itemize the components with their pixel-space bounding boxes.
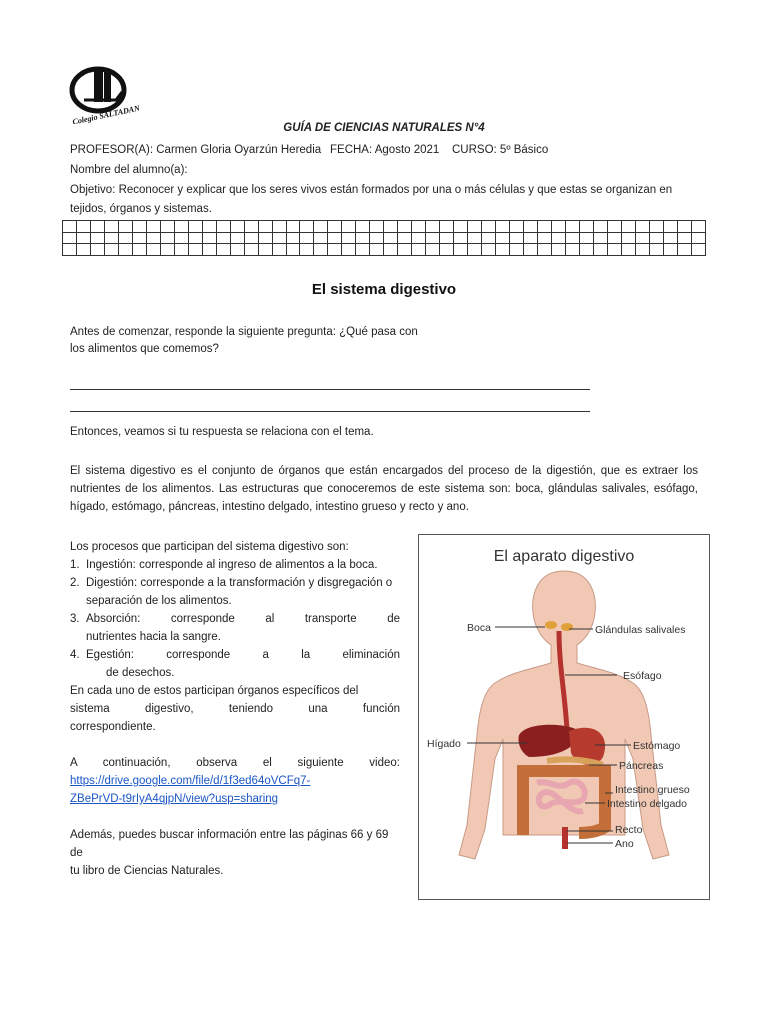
grid-cell (118, 232, 132, 244)
grid-cell (398, 244, 412, 256)
grid-cell (76, 244, 90, 256)
grid-cell (537, 232, 551, 244)
grid-cell (593, 232, 607, 244)
grid-cell (496, 221, 510, 233)
grid-cell (677, 244, 691, 256)
grid-cell (258, 232, 272, 244)
grid-cell (230, 232, 244, 244)
date-line: FECHA: Agosto 2021 (330, 144, 440, 156)
grid-cell (146, 232, 160, 244)
grid-cell (649, 232, 663, 244)
grid-cell (398, 232, 412, 244)
grid-cell (104, 244, 118, 256)
grid-cell (160, 244, 174, 256)
grid-cell (286, 221, 300, 233)
grid-cell (188, 221, 202, 233)
video-link-cont[interactable]: ZBePrVD-t9rIyA4qjpN/view?usp=sharing (70, 793, 279, 805)
summary-line-2: sistema digestivo, teniendo una función (70, 703, 400, 715)
grid-cell (356, 232, 370, 244)
grid-cell (398, 221, 412, 233)
grid-cell (565, 221, 579, 233)
grid-cell (174, 232, 188, 244)
grid-cell (314, 232, 328, 244)
grid-cell (496, 232, 510, 244)
grid-cell (258, 244, 272, 256)
grid-cell (621, 221, 635, 233)
list-item: 4. Egestión: corresponde a la eliminación de desechos. (70, 649, 400, 679)
grid-cell (286, 244, 300, 256)
grid-cell (454, 244, 468, 256)
list-item: 1. Ingestión: corresponde al ingreso de alimentos a la boca. (70, 559, 378, 571)
grid-cell (384, 221, 398, 233)
grid-cell (202, 244, 216, 256)
answer-line-2[interactable] (70, 411, 590, 412)
grid-cell (370, 221, 384, 233)
label-ano: Ano (615, 838, 634, 850)
grid-cell (426, 244, 440, 256)
figure-title: El aparato digestivo (493, 548, 635, 565)
grid-cell (370, 232, 384, 244)
grid-cell (537, 221, 551, 233)
digestive-system-figure (418, 534, 710, 900)
grid-cell (300, 221, 314, 233)
grid-cell (510, 232, 524, 244)
objective-line-1: Objetivo: Reconocer y explicar que los seres vivos están formados por una o más células y que estas se organizan en (70, 184, 673, 196)
grid-cell (426, 221, 440, 233)
grid-cell (314, 244, 328, 256)
grid-cell (565, 244, 579, 256)
grid-cell (454, 232, 468, 244)
grid-cell (607, 221, 621, 233)
grid-cell (607, 232, 621, 244)
grid-cell (482, 244, 496, 256)
grid-cell (454, 221, 468, 233)
grid-cell (593, 244, 607, 256)
grid-cell (663, 244, 677, 256)
label-int-delgado: Intestino delgado (607, 798, 687, 810)
book-line-2: tu libro de Ciencias Naturales. (70, 865, 224, 877)
grid-cell (300, 244, 314, 256)
course-line: CURSO: 5º Básico (452, 144, 549, 156)
salivary-gland-shape (561, 623, 573, 631)
grid-cell (593, 221, 607, 233)
list-item: 2. Digestión: corresponde a la transformación y disgregación o separación de los alimentos. (70, 577, 393, 607)
grid-cell (272, 232, 286, 244)
grid-cell (328, 221, 342, 233)
grid-cell (216, 232, 230, 244)
grid-cell (579, 232, 593, 244)
grid-cell (90, 244, 104, 256)
video-intro: A continuación, observa el siguiente video: (70, 757, 400, 769)
grid-cell (160, 221, 174, 233)
grid-cell (188, 232, 202, 244)
grid-cell (146, 244, 160, 256)
label-int-grueso: Intestino grueso (615, 784, 690, 796)
then-text: Entonces, veamos si tu respuesta se relaciona con el tema. (70, 426, 374, 438)
summary-line-1: En cada uno de estos participan órganos específicos del (70, 685, 359, 697)
grid-cell (314, 221, 328, 233)
grid-cell (328, 244, 342, 256)
question-line-1: Antes de comenzar, responde la siguiente pregunta: ¿Qué pasa con (70, 326, 418, 338)
grid-cell (76, 221, 90, 233)
grid-cell (440, 244, 454, 256)
grid-cell (649, 221, 663, 233)
grid-cell (342, 221, 356, 233)
score-grid (62, 220, 706, 256)
grid-cell (272, 221, 286, 233)
teacher-line: PROFESOR(A): Carmen Gloria Oyarzún Heredia (70, 144, 322, 156)
grid-cell (440, 232, 454, 244)
processes-heading: Los procesos que participan del sistema digestivo son: (70, 541, 349, 553)
grid-cell (649, 244, 663, 256)
grid-cell (160, 232, 174, 244)
grid-cell (244, 221, 258, 233)
grid-cell (579, 221, 593, 233)
grid-cell (691, 221, 705, 233)
grid-cell (174, 244, 188, 256)
grid-cell (621, 244, 635, 256)
processes-section (70, 538, 400, 880)
grid-cell (482, 221, 496, 233)
grid-cell (412, 244, 426, 256)
grid-cell (551, 232, 565, 244)
grid-cell (230, 244, 244, 256)
grid-cell (523, 232, 537, 244)
grid-cell (691, 244, 705, 256)
grid-cell (635, 221, 649, 233)
grid-cell (412, 232, 426, 244)
grid-cell (76, 232, 90, 244)
grid-cell (300, 232, 314, 244)
grid-cell (691, 232, 705, 244)
grid-cell (272, 244, 286, 256)
grid-cell (440, 221, 454, 233)
grid-cell (510, 221, 524, 233)
grid-cell (216, 221, 230, 233)
grid-cell (244, 244, 258, 256)
logo-text: Colegio SALTADAN (71, 103, 141, 124)
grid-cell (90, 221, 104, 233)
grid-cell (384, 244, 398, 256)
list-item: 3. Absorción: corresponde al transporte de nutrientes hacia la sangre. (70, 613, 400, 643)
grid-cell (104, 232, 118, 244)
grid-cell (342, 244, 356, 256)
grid-cell (468, 221, 482, 233)
grid-cell (132, 221, 146, 233)
grid-cell (244, 232, 258, 244)
grid-cell (607, 244, 621, 256)
grid-cell (635, 232, 649, 244)
grid-cell (202, 221, 216, 233)
objective-line-2: tejidos, órganos y sistemas. (70, 203, 212, 215)
summary-line-3: correspondiente. (70, 721, 156, 733)
grid-cell (258, 221, 272, 233)
grid-cell (63, 244, 77, 256)
grid-cell (63, 232, 77, 244)
grid-cell (188, 244, 202, 256)
salivary-gland-shape (545, 621, 557, 629)
grid-cell (677, 232, 691, 244)
grid-cell (146, 221, 160, 233)
grid-cell (551, 244, 565, 256)
label-recto: Recto (615, 824, 643, 836)
grid-cell (118, 244, 132, 256)
label-boca: Boca (467, 622, 491, 634)
grid-cell (202, 232, 216, 244)
grid-cell (384, 232, 398, 244)
grid-cell (551, 221, 565, 233)
label-higado: Hígado (427, 738, 461, 750)
grid-cell (412, 221, 426, 233)
grid-cell (579, 244, 593, 256)
grid-cell (118, 221, 132, 233)
label-esofago: Esófago (623, 670, 662, 682)
guide-title: GUÍA DE CIENCIAS NATURALES N°4 (283, 122, 485, 134)
grid-cell (356, 221, 370, 233)
grid-cell (510, 244, 524, 256)
grid-cell (496, 244, 510, 256)
grid-cell (342, 232, 356, 244)
grid-cell (621, 232, 635, 244)
question-line-2: los alimentos que comemos? (70, 343, 219, 355)
grid-cell (426, 232, 440, 244)
student-name-label: Nombre del alumno(a): (70, 164, 188, 176)
grid-cell (663, 232, 677, 244)
grid-cell (174, 221, 188, 233)
grid-cell (635, 244, 649, 256)
label-pancreas: Páncreas (619, 760, 664, 772)
grid-cell (230, 221, 244, 233)
grid-cell (286, 232, 300, 244)
grid-cell (216, 244, 230, 256)
school-logo (64, 66, 154, 124)
video-link[interactable]: https://drive.google.com/file/d/1f3ed64oVCFq7- (70, 775, 311, 787)
grid-cell (63, 221, 77, 233)
grid-cell (537, 244, 551, 256)
book-line-1: Además, puedes buscar información entre las páginas 66 y 69 de (70, 829, 389, 859)
grid-cell (663, 221, 677, 233)
grid-cell (104, 221, 118, 233)
grid-cell (468, 244, 482, 256)
grid-cell (328, 232, 342, 244)
grid-cell (677, 221, 691, 233)
grid-cell (356, 244, 370, 256)
intro-paragraph: El sistema digestivo es el conjunto de órganos que están encargados del proceso de la digestión, que es extraer los nutrientes de los alimentos. Las estructuras que conoceremos de este sistema son: boca, glándulas salivales, esófago, hígado, estómago, páncreas, intestino delgado, intestino grueso y recto y ano. (70, 465, 698, 513)
grid-cell (132, 244, 146, 256)
grid-cell (523, 244, 537, 256)
grid-cell (523, 221, 537, 233)
section-title: El sistema digestivo (311, 281, 457, 298)
grid-cell (482, 232, 496, 244)
label-estomago: Estómago (633, 740, 681, 752)
grid-cell (565, 232, 579, 244)
grid-cell (90, 232, 104, 244)
label-glandulas: Glándulas salivales (595, 624, 686, 636)
grid-cell (132, 232, 146, 244)
grid-cell (468, 232, 482, 244)
answer-line-1[interactable] (70, 389, 590, 390)
grid-cell (370, 244, 384, 256)
